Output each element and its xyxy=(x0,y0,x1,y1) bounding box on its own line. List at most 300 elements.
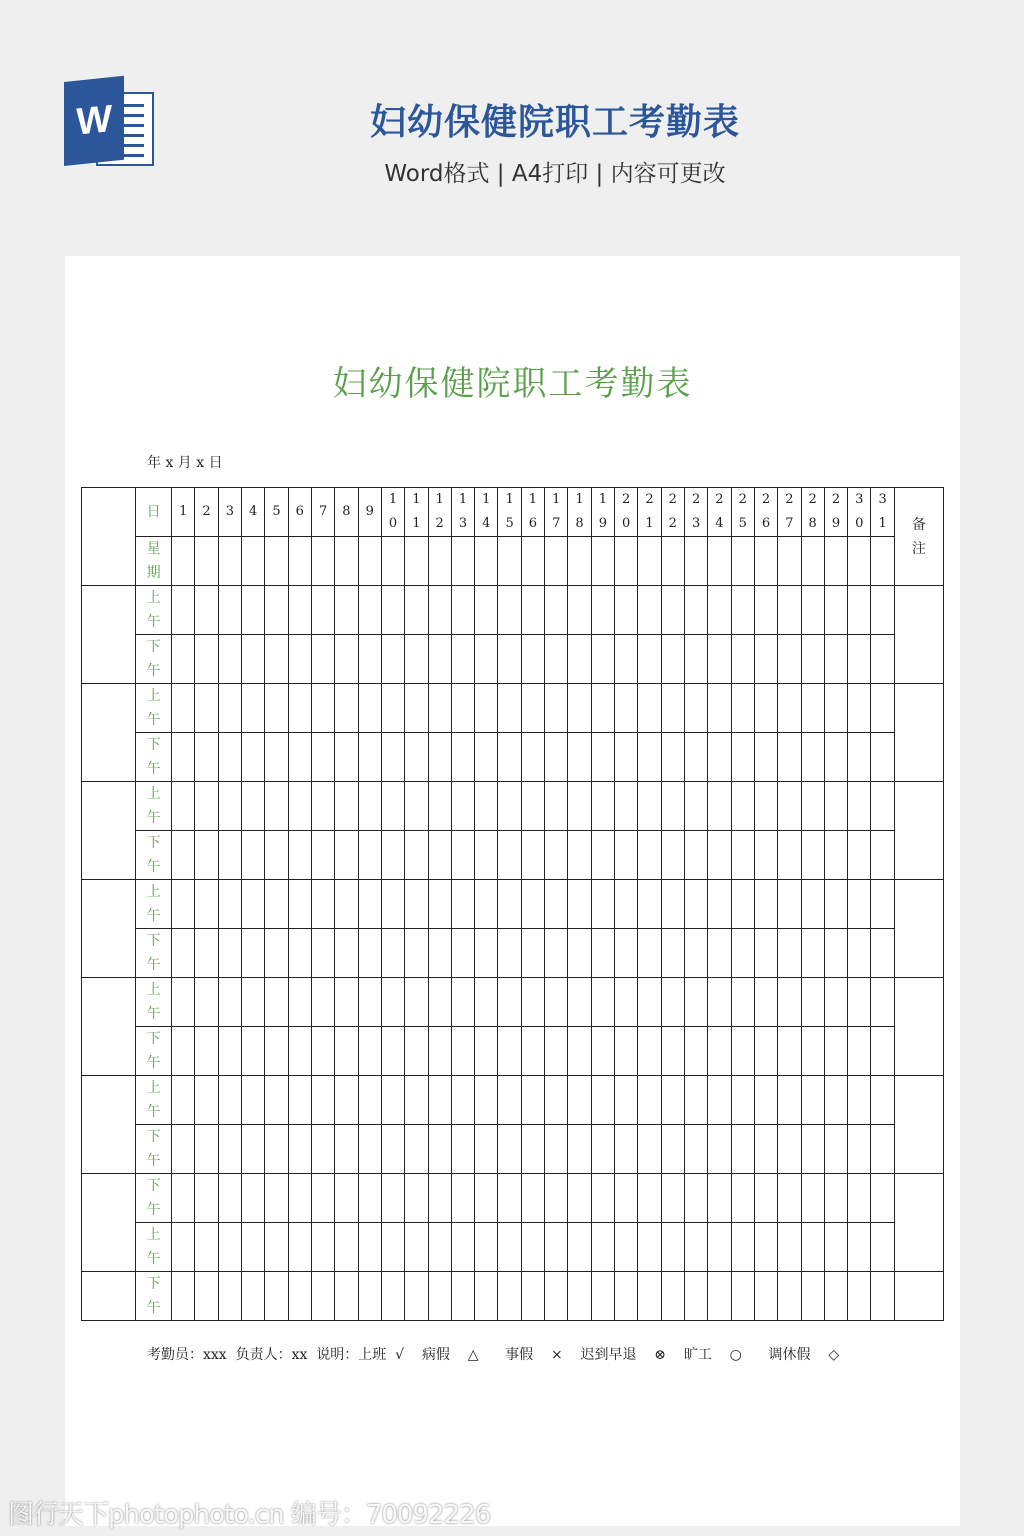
attendance-cell xyxy=(195,831,218,880)
attendance-cell xyxy=(684,1223,707,1272)
attendance-cell xyxy=(335,782,358,831)
day-number-6: 6 xyxy=(288,488,311,537)
attendance-cell xyxy=(218,1223,241,1272)
attendance-cell xyxy=(451,929,474,978)
attendance-cell xyxy=(754,880,777,929)
attendance-cell xyxy=(381,635,404,684)
attendance-cell xyxy=(521,1076,544,1125)
day-number-19: 1 9 xyxy=(591,488,614,537)
attendance-cell xyxy=(358,684,381,733)
attendance-cell xyxy=(545,684,568,733)
attendance-cell xyxy=(568,880,591,929)
attendance-cell xyxy=(311,782,334,831)
attendance-cell xyxy=(475,782,498,831)
attendance-cell xyxy=(172,586,195,635)
attendance-cell xyxy=(451,831,474,880)
attendance-cell xyxy=(381,831,404,880)
attendance-cell xyxy=(545,1272,568,1321)
attendance-cell xyxy=(288,978,311,1027)
period-label: 下 午 xyxy=(136,733,172,782)
attendance-cell xyxy=(615,929,638,978)
weekday-cell xyxy=(824,537,847,586)
attendance-cell xyxy=(521,733,544,782)
day-number-30: 3 0 xyxy=(848,488,871,537)
remarks-cell xyxy=(894,978,943,1076)
attendance-cell xyxy=(731,586,754,635)
attendance-cell xyxy=(824,684,847,733)
attendance-cell xyxy=(824,782,847,831)
attendance-cell xyxy=(591,1027,614,1076)
weekday-cell xyxy=(475,537,498,586)
attendance-cell xyxy=(288,1223,311,1272)
employee-name-cell xyxy=(82,1272,136,1321)
period-label: 下 午 xyxy=(136,1027,172,1076)
attendance-cell xyxy=(451,1223,474,1272)
attendance-cell xyxy=(754,978,777,1027)
attendance-cell xyxy=(754,684,777,733)
attendance-cell xyxy=(871,1272,894,1321)
attendance-cell xyxy=(242,1223,265,1272)
attendance-cell xyxy=(591,929,614,978)
attendance-cell xyxy=(335,733,358,782)
weekday-cell xyxy=(638,537,661,586)
attendance-cell xyxy=(731,782,754,831)
attendance-cell xyxy=(778,733,801,782)
attendance-cell xyxy=(871,880,894,929)
attendance-cell xyxy=(265,1223,288,1272)
attendance-cell xyxy=(778,586,801,635)
attendance-cell xyxy=(801,978,824,1027)
attendance-cell xyxy=(172,929,195,978)
attendance-cell xyxy=(615,880,638,929)
attendance-cell xyxy=(358,1125,381,1174)
attendance-cell xyxy=(381,586,404,635)
attendance-cell xyxy=(475,684,498,733)
attendance-cell xyxy=(638,978,661,1027)
attendance-cell xyxy=(638,635,661,684)
attendance-cell xyxy=(358,929,381,978)
table-row xyxy=(82,1223,944,1272)
attendance-cell xyxy=(428,1223,451,1272)
attendance-cell xyxy=(521,635,544,684)
attendance-cell xyxy=(498,1076,521,1125)
attendance-cell xyxy=(451,978,474,1027)
attendance-cell xyxy=(778,782,801,831)
table-row xyxy=(82,782,944,831)
attendance-cell xyxy=(358,1174,381,1223)
attendance-cell xyxy=(778,831,801,880)
day-number-17: 1 7 xyxy=(545,488,568,537)
day-number-21: 2 1 xyxy=(638,488,661,537)
watermark: 图行天下photophoto.cn 编号：70092226 xyxy=(8,1500,491,1530)
attendance-cell xyxy=(381,880,404,929)
attendance-cell xyxy=(545,1076,568,1125)
attendance-cell xyxy=(451,733,474,782)
attendance-cell xyxy=(568,1223,591,1272)
attendance-cell xyxy=(871,929,894,978)
attendance-cell xyxy=(498,880,521,929)
attendance-cell xyxy=(638,1076,661,1125)
attendance-cell xyxy=(195,684,218,733)
attendance-cell xyxy=(172,880,195,929)
attendance-cell xyxy=(381,684,404,733)
attendance-cell xyxy=(521,880,544,929)
remarks-cell xyxy=(894,782,943,880)
attendance-cell xyxy=(381,1223,404,1272)
attendance-cell xyxy=(335,831,358,880)
attendance-cell xyxy=(591,1125,614,1174)
attendance-cell xyxy=(242,733,265,782)
attendance-cell xyxy=(661,1076,684,1125)
attendance-cell xyxy=(871,1125,894,1174)
attendance-cell xyxy=(311,1027,334,1076)
attendance-cell xyxy=(195,880,218,929)
attendance-cell xyxy=(824,1174,847,1223)
attendance-cell xyxy=(265,978,288,1027)
attendance-cell xyxy=(405,733,428,782)
day-number-16: 1 6 xyxy=(521,488,544,537)
attendance-cell xyxy=(288,831,311,880)
attendance-cell xyxy=(195,782,218,831)
attendance-cell xyxy=(871,635,894,684)
attendance-cell xyxy=(288,586,311,635)
day-number-20: 2 0 xyxy=(615,488,638,537)
attendance-cell xyxy=(871,1027,894,1076)
attendance-cell xyxy=(661,733,684,782)
attendance-cell xyxy=(265,1272,288,1321)
attendance-cell xyxy=(591,880,614,929)
period-label: 上 午 xyxy=(136,586,172,635)
weekday-cell xyxy=(754,537,777,586)
attendance-cell xyxy=(311,1223,334,1272)
attendance-cell xyxy=(731,684,754,733)
attendance-cell xyxy=(638,880,661,929)
attendance-cell xyxy=(871,1174,894,1223)
remarks-cell xyxy=(894,1076,943,1174)
attendance-cell xyxy=(778,1027,801,1076)
day-number-3: 3 xyxy=(218,488,241,537)
attendance-cell xyxy=(405,831,428,880)
banner-title: 妇幼保健院职工考勤表 xyxy=(369,102,740,143)
attendance-cell xyxy=(801,635,824,684)
attendance-cell xyxy=(708,1125,731,1174)
attendance-cell xyxy=(498,586,521,635)
attendance-cell xyxy=(848,1076,871,1125)
attendance-cell xyxy=(405,929,428,978)
attendance-cell xyxy=(265,586,288,635)
attendance-cell xyxy=(311,1174,334,1223)
period-label: 下 午 xyxy=(136,635,172,684)
attendance-cell xyxy=(288,635,311,684)
attendance-cell xyxy=(801,929,824,978)
attendance-cell xyxy=(451,880,474,929)
attendance-cell xyxy=(428,1076,451,1125)
attendance-cell xyxy=(521,929,544,978)
attendance-cell xyxy=(172,684,195,733)
remarks-cell xyxy=(894,880,943,978)
attendance-cell xyxy=(311,1076,334,1125)
attendance-cell xyxy=(381,1272,404,1321)
attendance-cell xyxy=(684,831,707,880)
attendance-cell xyxy=(848,1125,871,1174)
attendance-cell xyxy=(288,929,311,978)
attendance-cell xyxy=(848,1174,871,1223)
attendance-cell xyxy=(591,1174,614,1223)
attendance-cell xyxy=(848,635,871,684)
day-number-24: 2 4 xyxy=(708,488,731,537)
attendance-cell xyxy=(195,1223,218,1272)
attendance-cell xyxy=(218,880,241,929)
attendance-cell xyxy=(661,978,684,1027)
attendance-cell xyxy=(172,1174,195,1223)
attendance-cell xyxy=(778,1174,801,1223)
attendance-cell xyxy=(778,880,801,929)
day-number-25: 2 5 xyxy=(731,488,754,537)
attendance-cell xyxy=(615,1174,638,1223)
attendance-cell xyxy=(288,733,311,782)
attendance-cell xyxy=(568,929,591,978)
attendance-cell xyxy=(848,1223,871,1272)
attendance-cell xyxy=(195,635,218,684)
attendance-cell xyxy=(265,1076,288,1125)
attendance-cell xyxy=(708,782,731,831)
day-number-10: 1 0 xyxy=(381,488,404,537)
weekday-cell xyxy=(871,537,894,586)
attendance-cell xyxy=(661,880,684,929)
attendance-cell xyxy=(311,733,334,782)
attendance-cell xyxy=(661,684,684,733)
attendance-cell xyxy=(545,831,568,880)
attendance-cell xyxy=(428,929,451,978)
attendance-cell xyxy=(195,1027,218,1076)
table-row xyxy=(82,831,944,880)
attendance-cell xyxy=(754,1076,777,1125)
attendance-cell xyxy=(265,1174,288,1223)
attendance-cell xyxy=(754,1125,777,1174)
attendance-cell xyxy=(288,1174,311,1223)
employee-name-cell xyxy=(82,1174,136,1272)
attendance-cell xyxy=(242,1125,265,1174)
attendance-cell xyxy=(381,1125,404,1174)
attendance-cell xyxy=(265,1125,288,1174)
attendance-cell xyxy=(405,586,428,635)
weekday-cell xyxy=(801,537,824,586)
attendance-cell xyxy=(568,1174,591,1223)
attendance-cell xyxy=(172,782,195,831)
attendance-cell xyxy=(242,880,265,929)
attendance-cell xyxy=(545,1125,568,1174)
attendance-cell xyxy=(521,586,544,635)
attendance-cell xyxy=(684,929,707,978)
attendance-cell xyxy=(638,1027,661,1076)
weekday-cell xyxy=(288,537,311,586)
attendance-cell xyxy=(475,1223,498,1272)
attendance-cell xyxy=(871,1223,894,1272)
attendance-cell xyxy=(195,733,218,782)
attendance-cell xyxy=(218,831,241,880)
attendance-cell xyxy=(475,635,498,684)
attendance-cell xyxy=(172,831,195,880)
attendance-cell xyxy=(405,1272,428,1321)
weekday-cell xyxy=(172,537,195,586)
attendance-cell xyxy=(871,733,894,782)
attendance-cell xyxy=(568,1272,591,1321)
weekday-cell xyxy=(731,537,754,586)
attendance-cell xyxy=(778,1223,801,1272)
attendance-cell xyxy=(615,1027,638,1076)
attendance-cell xyxy=(195,1272,218,1321)
attendance-cell xyxy=(824,1223,847,1272)
attendance-cell xyxy=(615,684,638,733)
attendance-cell xyxy=(335,684,358,733)
remarks-cell xyxy=(894,684,943,782)
attendance-cell xyxy=(848,782,871,831)
attendance-cell xyxy=(335,1174,358,1223)
attendance-cell xyxy=(498,831,521,880)
table-row xyxy=(82,1076,944,1125)
attendance-cell xyxy=(521,684,544,733)
attendance-cell xyxy=(428,1027,451,1076)
attendance-cell xyxy=(311,586,334,635)
attendance-cell xyxy=(521,978,544,1027)
attendance-cell xyxy=(871,978,894,1027)
attendance-cell xyxy=(684,782,707,831)
attendance-cell xyxy=(638,1125,661,1174)
attendance-cell xyxy=(731,1125,754,1174)
attendance-cell xyxy=(172,1076,195,1125)
attendance-cell xyxy=(195,1174,218,1223)
attendance-cell xyxy=(475,586,498,635)
attendance-cell xyxy=(661,831,684,880)
attendance-cell xyxy=(498,929,521,978)
attendance-cell xyxy=(172,733,195,782)
attendance-cell xyxy=(381,782,404,831)
weekday-cell xyxy=(381,537,404,586)
attendance-cell xyxy=(778,1272,801,1321)
table-row xyxy=(82,586,944,635)
attendance-cell xyxy=(778,1125,801,1174)
attendance-cell xyxy=(405,1076,428,1125)
attendance-cell xyxy=(708,978,731,1027)
attendance-cell xyxy=(684,1027,707,1076)
attendance-cell xyxy=(871,1076,894,1125)
attendance-cell xyxy=(684,684,707,733)
attendance-cell xyxy=(591,1272,614,1321)
attendance-cell xyxy=(684,1076,707,1125)
attendance-cell xyxy=(428,684,451,733)
attendance-cell xyxy=(708,635,731,684)
attendance-cell xyxy=(265,684,288,733)
attendance-cell xyxy=(848,831,871,880)
attendance-cell xyxy=(265,635,288,684)
attendance-cell xyxy=(358,1272,381,1321)
attendance-cell xyxy=(731,1027,754,1076)
attendance-cell xyxy=(824,635,847,684)
attendance-cell xyxy=(498,1027,521,1076)
day-number-22: 2 2 xyxy=(661,488,684,537)
attendance-cell xyxy=(591,733,614,782)
day-number-2: 2 xyxy=(195,488,218,537)
attendance-cell xyxy=(521,782,544,831)
day-number-14: 1 4 xyxy=(475,488,498,537)
attendance-cell xyxy=(311,929,334,978)
attendance-cell xyxy=(475,929,498,978)
attendance-cell xyxy=(358,1076,381,1125)
attendance-cell xyxy=(242,635,265,684)
day-number-8: 8 xyxy=(335,488,358,537)
period-label: 上 午 xyxy=(136,1076,172,1125)
attendance-cell xyxy=(638,782,661,831)
attendance-cell xyxy=(848,733,871,782)
period-label: 上 午 xyxy=(136,684,172,733)
attendance-cell xyxy=(731,831,754,880)
attendance-cell xyxy=(545,929,568,978)
attendance-cell xyxy=(754,1272,777,1321)
period-label: 上 午 xyxy=(136,880,172,929)
day-number-11: 1 1 xyxy=(405,488,428,537)
attendance-cell xyxy=(265,1027,288,1076)
attendance-cell xyxy=(428,733,451,782)
attendance-cell xyxy=(405,1223,428,1272)
day-number-31: 3 1 xyxy=(871,488,894,537)
attendance-cell xyxy=(824,929,847,978)
attendance-cell xyxy=(684,880,707,929)
attendance-cell xyxy=(871,684,894,733)
table-row xyxy=(82,1125,944,1174)
table-row xyxy=(82,684,944,733)
attendance-cell xyxy=(684,1125,707,1174)
date-line: 年 x 月 x 日 xyxy=(147,455,223,471)
attendance-cell xyxy=(591,635,614,684)
attendance-cell xyxy=(848,978,871,1027)
attendance-cell xyxy=(708,1076,731,1125)
attendance-cell xyxy=(568,635,591,684)
attendance-cell xyxy=(428,1174,451,1223)
attendance-cell xyxy=(801,586,824,635)
attendance-cell xyxy=(591,782,614,831)
attendance-cell xyxy=(218,978,241,1027)
attendance-cell xyxy=(381,1174,404,1223)
attendance-cell xyxy=(311,1125,334,1174)
weekday-cell xyxy=(265,537,288,586)
attendance-cell xyxy=(591,978,614,1027)
attendance-cell xyxy=(568,1125,591,1174)
attendance-cell xyxy=(405,684,428,733)
table-row xyxy=(82,978,944,1027)
attendance-cell xyxy=(731,1223,754,1272)
weekday-cell xyxy=(195,537,218,586)
attendance-cell xyxy=(754,733,777,782)
attendance-cell xyxy=(498,978,521,1027)
attendance-cell xyxy=(731,978,754,1027)
attendance-cell xyxy=(684,635,707,684)
table-row xyxy=(82,929,944,978)
weekday-cell xyxy=(242,537,265,586)
attendance-cell xyxy=(195,929,218,978)
attendance-cell xyxy=(871,831,894,880)
attendance-cell xyxy=(778,929,801,978)
attendance-cell xyxy=(475,978,498,1027)
attendance-cell xyxy=(405,1174,428,1223)
attendance-cell xyxy=(242,1027,265,1076)
banner-subtitle: Word格式 | A4打印 | 内容可更改 xyxy=(384,161,726,187)
attendance-cell xyxy=(218,684,241,733)
attendance-cell xyxy=(288,1272,311,1321)
attendance-cell xyxy=(498,733,521,782)
attendance-cell xyxy=(451,1272,474,1321)
attendance-cell xyxy=(568,733,591,782)
attendance-cell xyxy=(498,635,521,684)
